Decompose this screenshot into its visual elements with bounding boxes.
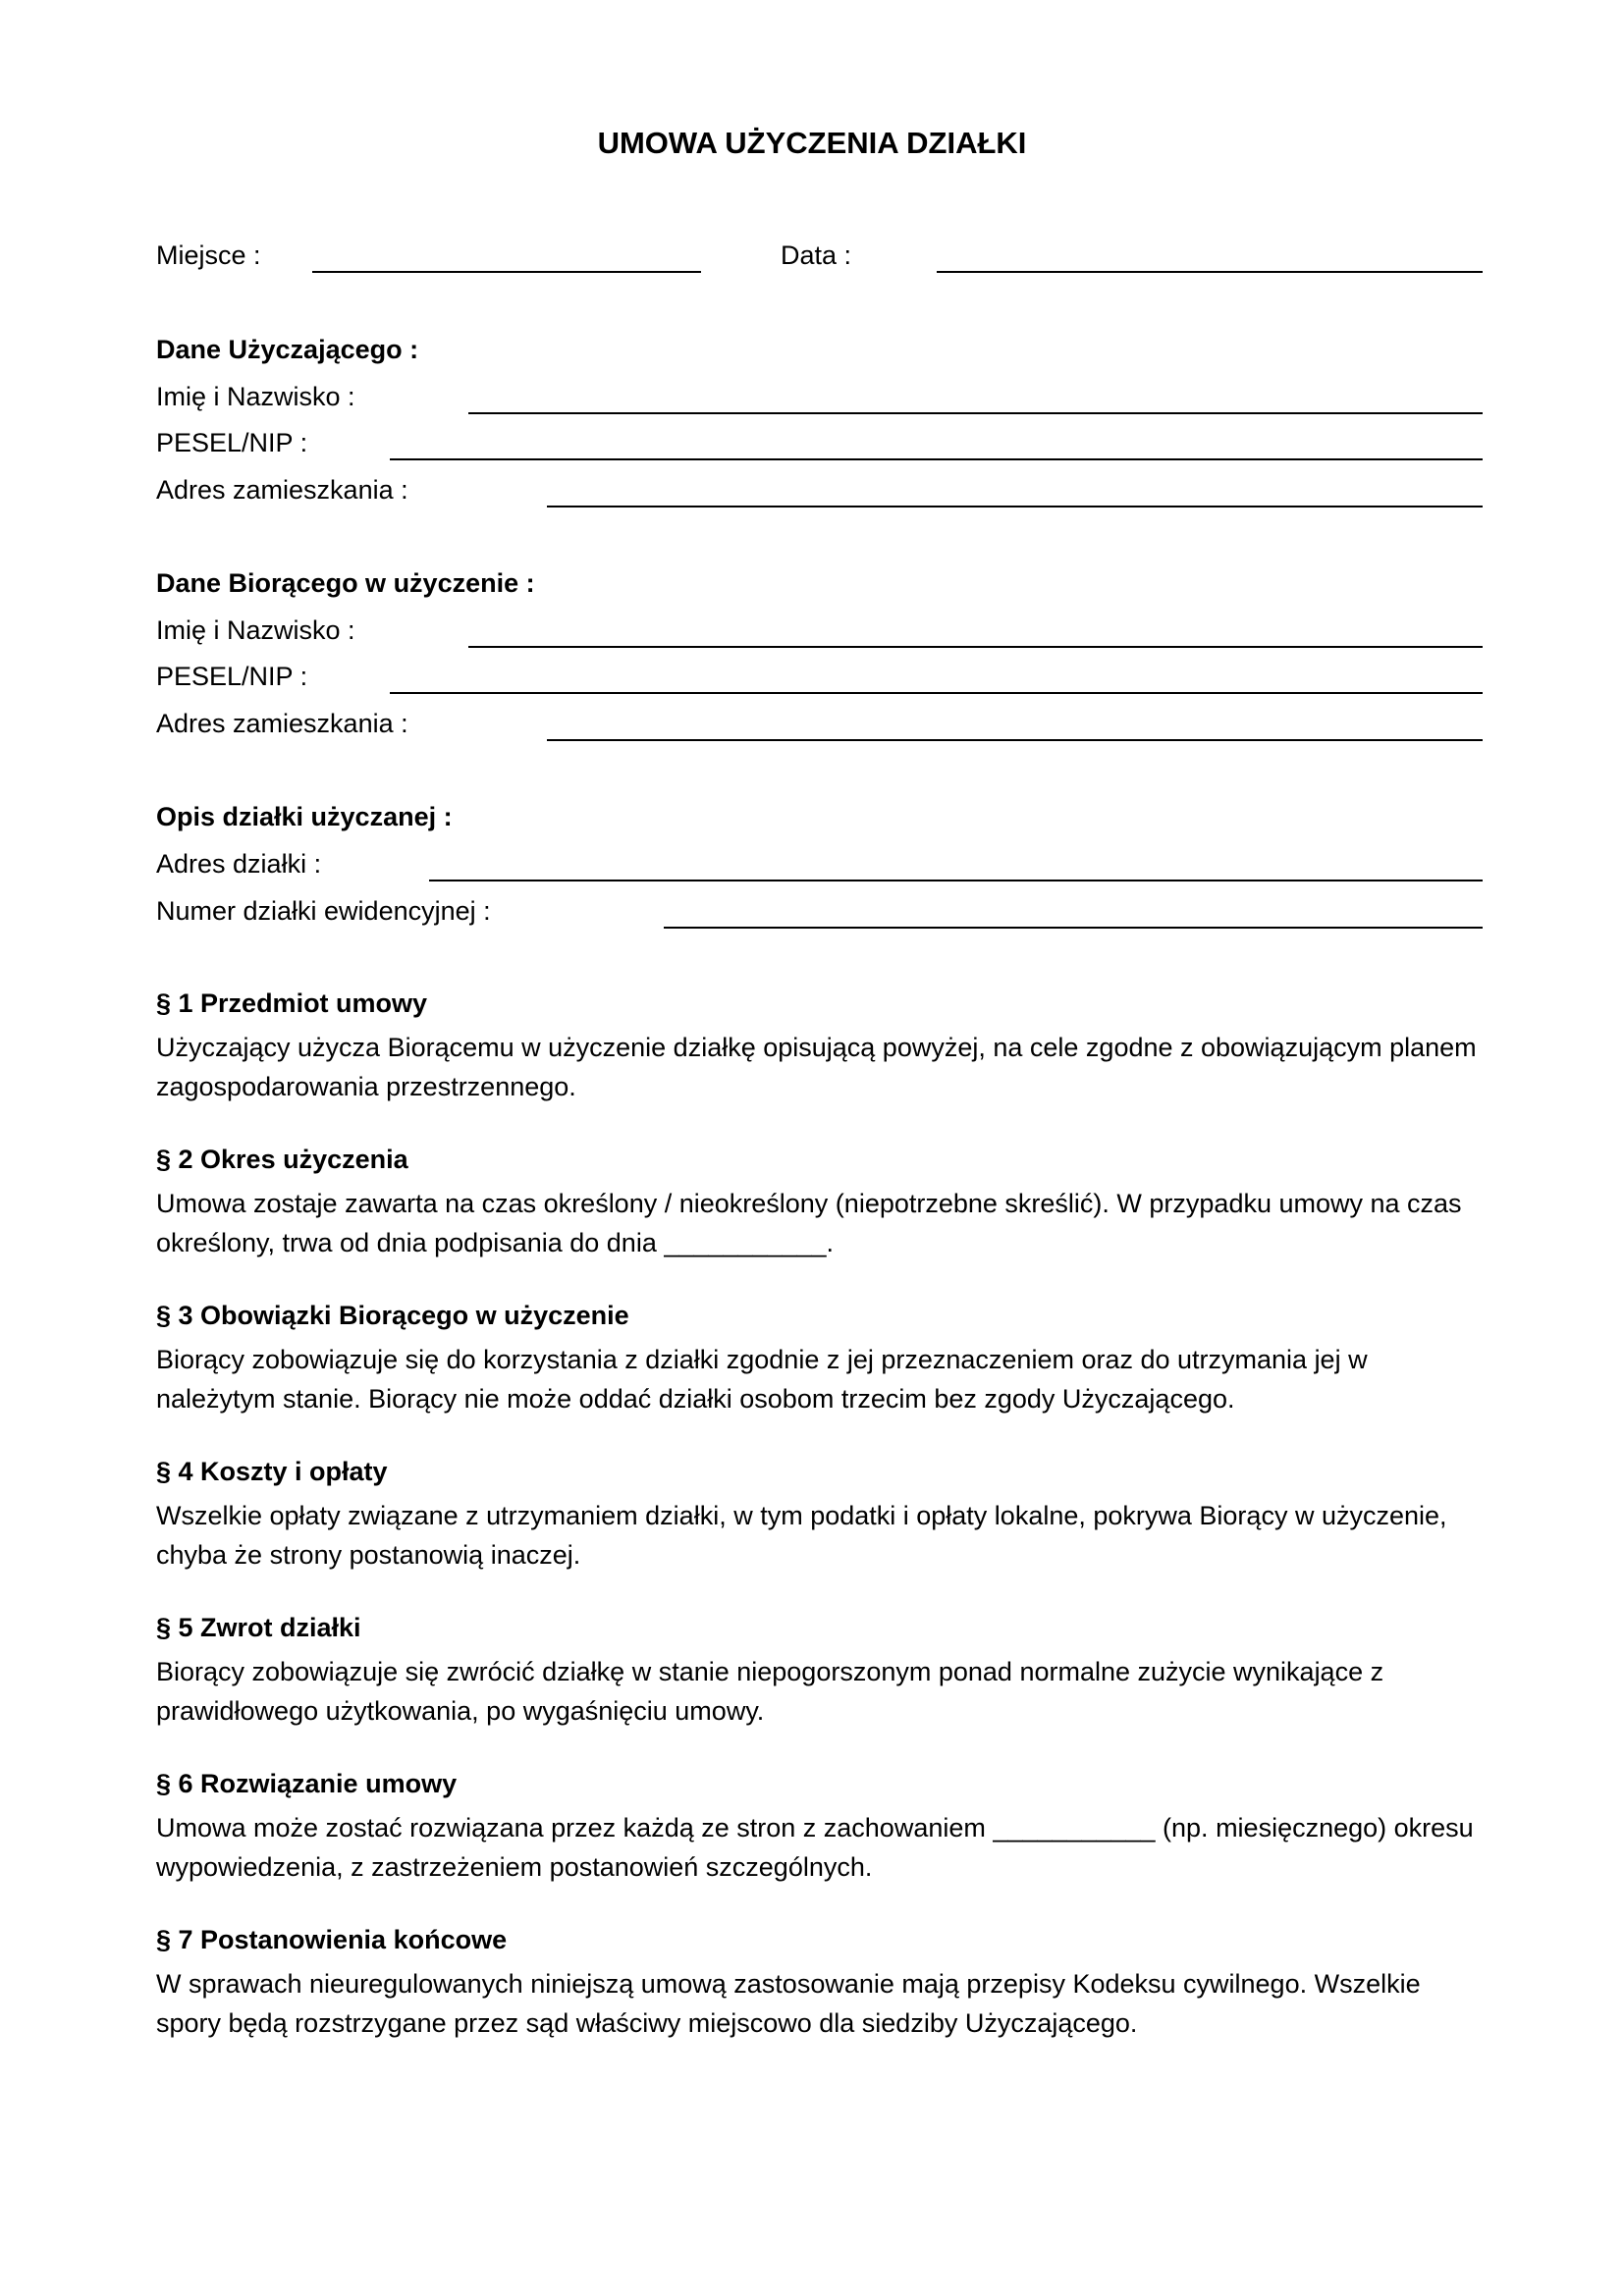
- place-label: Miejsce :: [156, 240, 261, 270]
- section-title: § 6 Rozwiązanie umowy: [156, 1769, 458, 1798]
- lender-name-label: Imię i Nazwisko :: [156, 382, 355, 411]
- section-2: [156, 1143, 1482, 1262]
- section-body: Umowa zostaje zawarta na czas określony / nieokreślony (niepotrzebne skreślić). W przypadku umowy na czas określony, trwa od dnia podpisania do dnia ___________.: [156, 1189, 1462, 1257]
- borrower-name-field-line[interactable]: [468, 646, 1483, 648]
- place-field-line[interactable]: [312, 271, 701, 273]
- borrower-pesel-label: PESEL/NIP :: [156, 662, 308, 691]
- lender-name-field-line[interactable]: [468, 412, 1483, 414]
- section-title: § 1 Przedmiot umowy: [156, 988, 428, 1018]
- plot-address-label: Adres działki :: [156, 849, 322, 879]
- plot-heading: Opis działki użyczanej :: [156, 802, 453, 831]
- section-body: Biorący zobowiązuje się do korzystania z działki zgodnie z jej przeznaczeniem oraz do utrzymania jej w należytym stanie. Biorący nie może oddać działki osobom trzecim bez zgody Użyczającego.: [156, 1345, 1368, 1414]
- lender-heading: Dane Użyczającego :: [156, 335, 419, 364]
- section-title: § 4 Koszty i opłaty: [156, 1457, 388, 1486]
- plot-address-field-line[interactable]: [429, 880, 1483, 881]
- lender-address-label: Adres zamieszkania :: [156, 475, 408, 505]
- section-6: [156, 1767, 1482, 1887]
- section-1: [156, 987, 1482, 1106]
- section-title: § 2 Okres użyczenia: [156, 1145, 408, 1174]
- section-title: § 3 Obowiązki Biorącego w użyczenie: [156, 1301, 629, 1330]
- section-body: Biorący zobowiązuje się zwrócić działkę w stanie niepogorszonym ponad normalne zużycie wynikające z prawidłowego użytkowania, po wygaśnięciu umowy.: [156, 1657, 1384, 1726]
- section-4: [156, 1455, 1482, 1575]
- borrower-pesel-field-line[interactable]: [390, 692, 1483, 694]
- section-title: § 5 Zwrot działki: [156, 1613, 361, 1642]
- section-3: [156, 1299, 1482, 1418]
- plot-number-field-line[interactable]: [664, 927, 1483, 929]
- section-body: Umowa może zostać rozwiązana przez każdą ze stron z zachowaniem ___________ (np. miesięcznego) okresu wypowiedzenia, z zastrzeżeniem postanowień szczególnych.: [156, 1813, 1474, 1882]
- section-5: [156, 1611, 1482, 1731]
- borrower-heading: Dane Biorącego w użyczenie :: [156, 568, 535, 598]
- document-title: UMOWA UŻYCZENIA DZIAŁKI: [597, 126, 1027, 160]
- borrower-name-label: Imię i Nazwisko :: [156, 615, 355, 645]
- plot-number-label: Numer działki ewidencyjnej :: [156, 896, 491, 926]
- section-body: Wszelkie opłaty związane z utrzymaniem działki, w tym podatki i opłaty lokalne, pokrywa Biorący w użyczenie, chyba że strony postanowią inaczej.: [156, 1501, 1447, 1570]
- lender-pesel-field-line[interactable]: [390, 458, 1483, 460]
- section-7: [156, 1923, 1482, 2043]
- date-label: Data :: [781, 240, 852, 270]
- borrower-address-field-line[interactable]: [547, 739, 1483, 741]
- lender-pesel-label: PESEL/NIP :: [156, 428, 308, 457]
- date-field-line[interactable]: [937, 271, 1483, 273]
- borrower-address-label: Adres zamieszkania :: [156, 709, 408, 738]
- section-body: W sprawach nieuregulowanych niniejszą umową zastosowanie mają przepisy Kodeksu cywilnego. Wszelkie spory będą rozstrzygane przez sąd właściwy miejscowo dla siedziby Użyczającego.: [156, 1969, 1421, 2038]
- lender-address-field-line[interactable]: [547, 506, 1483, 507]
- section-title: § 7 Postanowienia końcowe: [156, 1925, 508, 1954]
- section-body: Użyczający użycza Biorącemu w użyczenie działkę opisującą powyżej, na cele zgodne z obowiązującym planem zagospodarowania przestrzennego.: [156, 1033, 1477, 1101]
